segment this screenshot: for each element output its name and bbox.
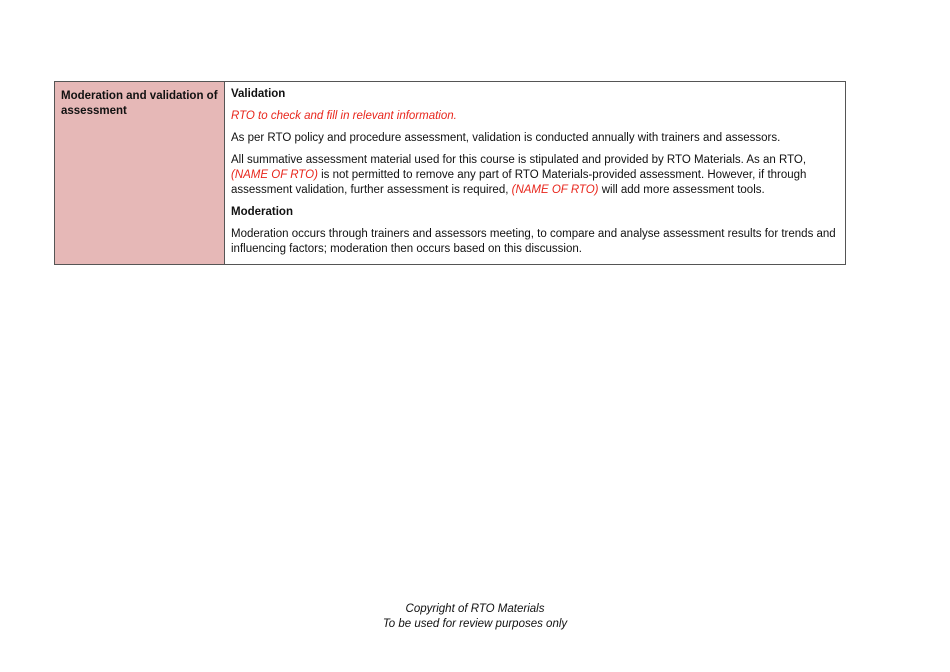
table-row bbox=[55, 82, 846, 265]
row-label: Moderation and validation of assessment bbox=[61, 90, 218, 117]
validation-heading: Validation bbox=[231, 88, 286, 100]
copyright-text: Copyright of RTO Materials bbox=[405, 603, 545, 615]
row-label-cell bbox=[55, 82, 225, 265]
material-text-part3: will add more assessment tools. bbox=[598, 184, 765, 196]
moderation-paragraph: Moderation occurs through trainers and assessors meeting, to compare and analyse assessment results for trends and influencing factors; moderation then occurs based on this discussion. bbox=[231, 228, 836, 255]
assessment-material-paragraph bbox=[231, 153, 839, 198]
row-content-cell bbox=[225, 82, 846, 265]
moderation-heading: Moderation bbox=[231, 206, 293, 218]
rto-name-placeholder-2: (NAME OF RTO) bbox=[511, 184, 599, 196]
validation-instruction-note: RTO to check and fill in relevant information. bbox=[231, 110, 457, 122]
page-footer bbox=[0, 602, 950, 632]
validation-paragraph: As per RTO policy and procedure assessment, validation is conducted annually with trainers and assessors. bbox=[231, 132, 781, 144]
material-text-part2: is not permitted to remove any part of RTO Materials-provided assessment. However, if through assessment validation, further assessment is required, bbox=[231, 169, 807, 196]
material-text-part1: All summative assessment material used for this course is stipulated and provided by RTO Materials. As an RTO, bbox=[231, 154, 807, 166]
review-purpose-text: To be used for review purposes only bbox=[382, 618, 568, 630]
moderation-validation-table bbox=[54, 81, 846, 265]
rto-name-placeholder: (NAME OF RTO) bbox=[231, 169, 318, 181]
